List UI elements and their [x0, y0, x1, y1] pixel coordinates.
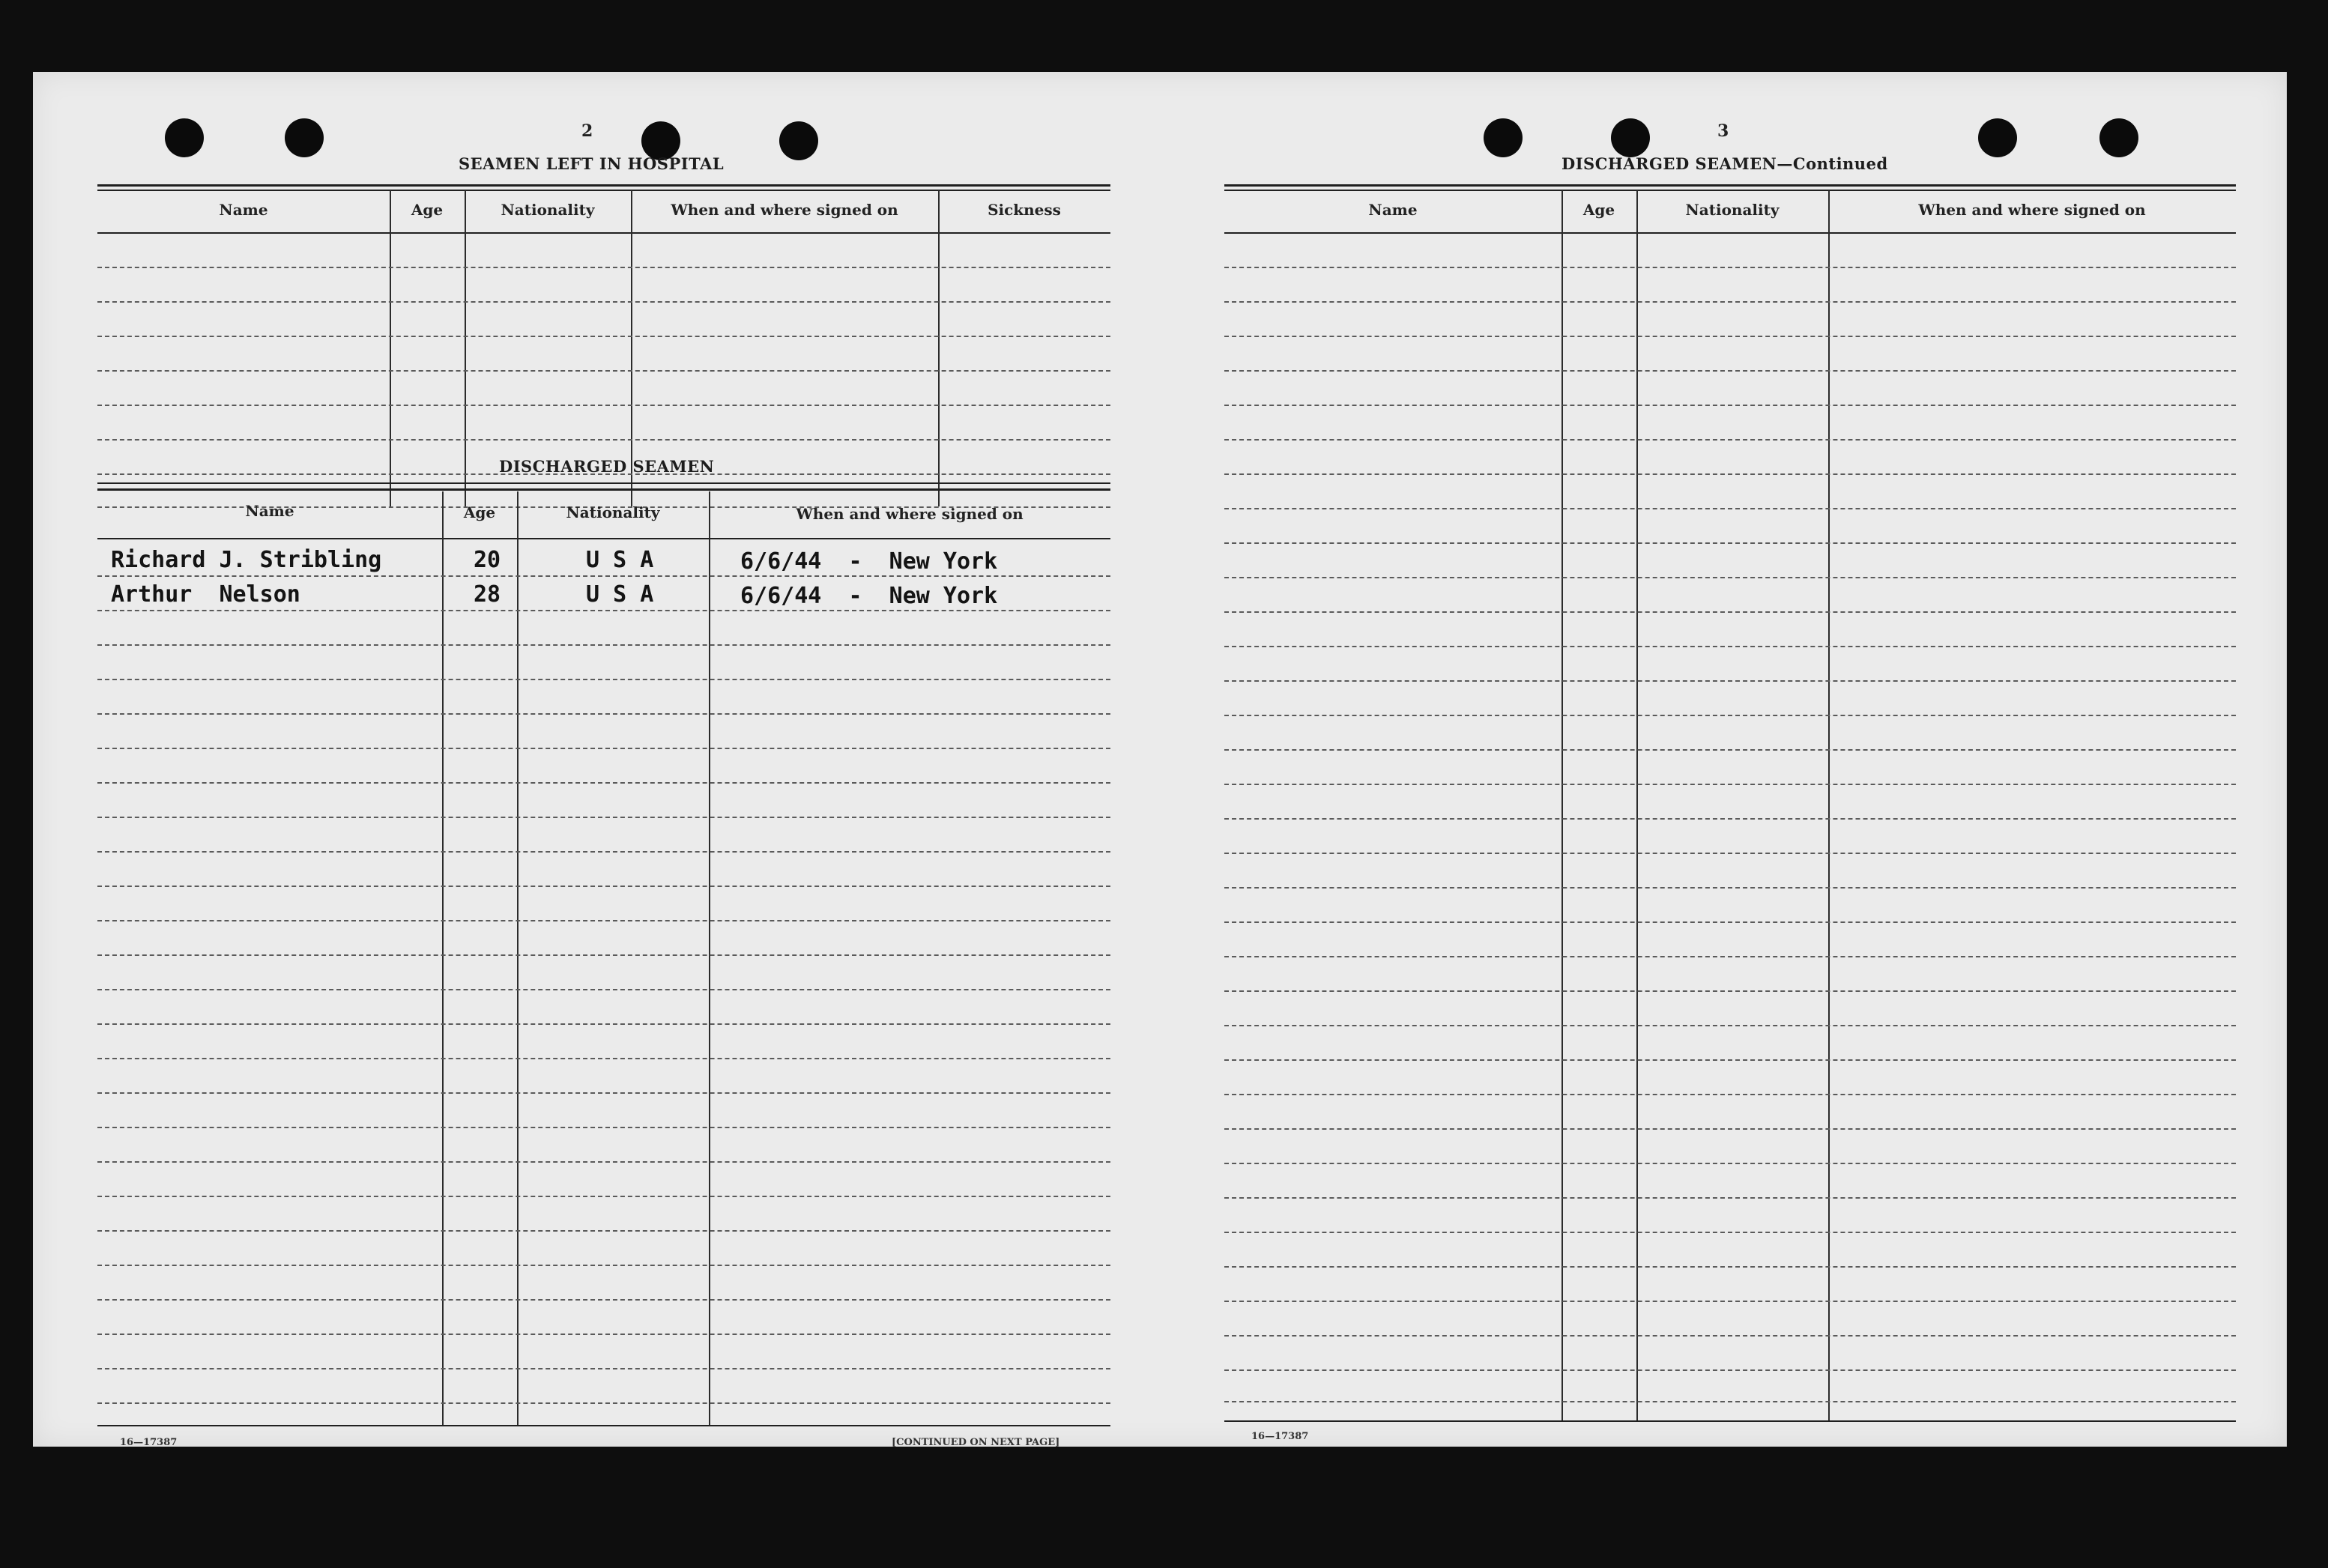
punch-hole [165, 118, 204, 157]
hospital-section-title: SEAMEN LEFT IN HOSPITAL [459, 154, 725, 173]
hospital-col-when-where: When and where signed on [671, 201, 898, 219]
seaman-name: Richard J. Stribling [111, 547, 382, 573]
discharged-col-nationality: Nationality [566, 503, 660, 521]
seaman-signed-on: 6/6/44 - New York [740, 548, 998, 575]
ledger-paper [33, 72, 2287, 1447]
punch-hole [779, 121, 818, 160]
continued-col-when-where: When and where signed on [1918, 201, 2146, 219]
seaman-name: Arthur Nelson [111, 581, 300, 608]
punch-hole [1484, 118, 1523, 157]
seaman-nationality: U S A [586, 547, 654, 573]
seaman-signed-on: 6/6/44 - New York [740, 583, 998, 609]
punch-hole [285, 118, 324, 157]
continued-col-age: Age [1582, 201, 1615, 219]
hospital-col-nationality: Nationality [501, 201, 595, 219]
hospital-col-sickness: Sickness [988, 201, 1061, 219]
hospital-col-name: Name [219, 201, 268, 219]
discharged-col-name: Name [245, 502, 294, 520]
page-number-left: 2 [581, 121, 593, 141]
hospital-col-age: Age [411, 201, 444, 219]
continued-note: [CONTINUED ON NEXT PAGE] [892, 1437, 1060, 1448]
discharged-col-when-where: When and where signed on [796, 505, 1024, 523]
form-number-left: 16—17387 [120, 1437, 178, 1448]
form-number-right: 16—17387 [1251, 1431, 1309, 1442]
continued-col-nationality: Nationality [1685, 201, 1780, 219]
continued-col-name: Name [1368, 201, 1418, 219]
punch-hole [1611, 118, 1650, 157]
discharged-section-title: DISCHARGED SEAMEN [499, 457, 715, 476]
punch-hole [1978, 118, 2017, 157]
seaman-nationality: U S A [586, 581, 654, 608]
seaman-age: 20 [474, 547, 501, 573]
discharged-continued-title: DISCHARGED SEAMEN—Continued [1561, 154, 1888, 173]
discharged-col-age: Age [463, 503, 496, 521]
seaman-age: 28 [474, 581, 501, 608]
page-number-right: 3 [1717, 121, 1729, 141]
punch-hole [2099, 118, 2138, 157]
